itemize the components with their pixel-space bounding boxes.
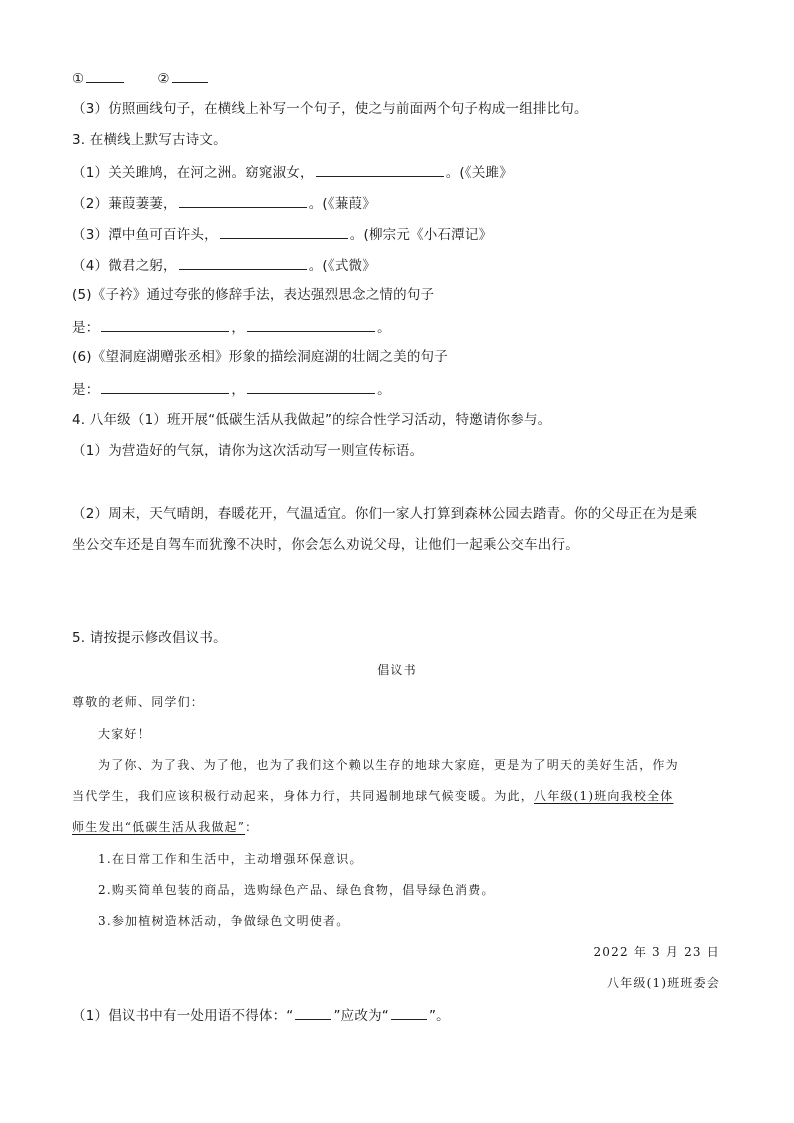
q3-item-3-text: （3）潭中鱼可百许头， <box>72 227 218 243</box>
q3-item-1-text: （1）关关雎鸠，在河之洲。窈窕淑女， <box>72 165 314 181</box>
q5-sub-question-1 <box>72 1004 450 1026</box>
q3-item-3-blank[interactable] <box>220 223 348 239</box>
q3-item-1-source: 。(《关雎》 <box>445 165 513 181</box>
q3-item-4-blank[interactable] <box>179 254 307 270</box>
q2-num-1: ① <box>72 71 85 87</box>
q5-sub-1-text-b: ”应改为“ <box>333 1008 389 1024</box>
q3-item-4-source: 。(《式微》 <box>308 258 376 274</box>
q5-sub-1-blank-2[interactable] <box>391 1004 427 1020</box>
q4-item-2-line-1: （2）周末，天气晴朗，春暖花开，气温适宜。你们一家人打算到森林公园去踏青。你的父母正在为是乘 <box>72 506 698 522</box>
letter-title: 倡议书 <box>377 663 417 677</box>
q5-sub-1-blank-1[interactable] <box>295 1004 331 1020</box>
q3-item-3-source: 。(柳宗元《小石潭记》 <box>349 227 493 243</box>
q3-item-5-period: 。 <box>377 320 391 336</box>
q4-item-2-line-2: 坐公交车还是自驾车而犹豫不决时，你会怎么劝说父母，让他们一起乘公交车出行。 <box>72 537 579 553</box>
q5-heading: 5. 请按提示修改倡议书。 <box>72 630 227 646</box>
q3-item-6-blank-2[interactable] <box>247 378 375 394</box>
q3-item-2-blank[interactable] <box>179 192 307 208</box>
letter-paragraph-line-3 <box>72 817 258 837</box>
q3-item-2 <box>72 192 376 214</box>
q2-item-3: （3）仿照画线句子，在横线上补写一个句子，使之与前面两个句子构成一组排比句。 <box>72 101 588 117</box>
q3-item-1-blank[interactable] <box>316 161 444 177</box>
letter-item-1: 1.在日常工作和生活中，主动增强环保意识。 <box>98 852 363 866</box>
letter-greeting: 大家好！ <box>98 727 151 741</box>
q3-item-6-lead: 是： <box>72 382 100 398</box>
q2-blank-2[interactable] <box>172 67 208 83</box>
q4-item-1: （1）为营造好的气氛，请你为这次活动写一则宣传标语。 <box>72 443 424 459</box>
q3-heading: 3. 在横线上默写古诗文。 <box>72 132 227 148</box>
q3-item-3 <box>72 223 492 245</box>
letter-paragraph-line-2 <box>72 786 673 806</box>
letter-underlined-sentence-part-2: 师生发出“低碳生活从我做起” <box>72 820 246 834</box>
q2-blank-1[interactable] <box>86 67 124 83</box>
q3-item-5-lead: 是： <box>72 320 100 336</box>
letter-salutation: 尊敬的老师、同学们： <box>72 695 205 709</box>
q3-item-4-text: （4）微君之躬， <box>72 258 177 274</box>
letter-underlined-sentence-part-1: 八年级(1)班向我校全体 <box>534 789 674 803</box>
q3-item-2-text: （2）蒹葭萋萋， <box>72 196 177 212</box>
q3-item-5-answer <box>72 316 391 338</box>
q3-item-2-source: 。(《蒹葭》 <box>308 196 376 212</box>
letter-signer: 八年级(1)班班委会 <box>607 976 720 990</box>
q3-item-6-period: 。 <box>377 382 391 398</box>
q3-item-5-comma: ， <box>231 320 246 336</box>
q3-item-6-answer <box>72 378 391 400</box>
q3-item-6-text: (6)《望洞庭湖赠张丞相》形象的描绘洞庭湖的壮阔之美的句子 <box>72 349 448 365</box>
q3-item-5-blank-1[interactable] <box>101 316 229 332</box>
q5-sub-1-text-c: ”。 <box>428 1008 450 1024</box>
q3-item-6-comma: ， <box>231 382 246 398</box>
q2-num-2: ② <box>157 71 170 87</box>
letter-paragraph-line-1: 为了你、为了我、为了他，也为了我们这个赖以生存的地球大家庭，更是为了明天的美好生活，作为 <box>98 758 679 772</box>
letter-item-3: 3.参加植树造林活动，争做绿色文明使者。 <box>98 914 350 928</box>
letter-item-2: 2.购买简单包装的商品，选购绿色产品、绿色食物，倡导绿色消费。 <box>98 883 495 897</box>
q3-item-6-blank-1[interactable] <box>101 378 229 394</box>
q3-item-1 <box>72 161 513 183</box>
q3-item-5-text: (5)《子衿》通过夸张的修辞手法，表达强烈思念之情的句子 <box>72 287 435 303</box>
q2-answer-blanks <box>72 67 210 89</box>
q3-item-4 <box>72 254 376 276</box>
letter-paragraph-line-2-text: 当代学生，我们应该积极行动起来，身体力行，共同遏制地球气候变暖。为此， <box>72 789 535 803</box>
q5-sub-1-text-a: （1）倡议书中有一处用语不得体：“ <box>72 1008 294 1024</box>
q4-heading: 4. 八年级（1）班开展“低碳生活从我做起”的综合性学习活动，特邀请你参与。 <box>72 412 552 428</box>
letter-date: 2022 年 3 月 23 日 <box>593 945 720 959</box>
letter-paragraph-line-3-colon: ： <box>245 820 259 834</box>
q3-item-5-blank-2[interactable] <box>247 316 375 332</box>
